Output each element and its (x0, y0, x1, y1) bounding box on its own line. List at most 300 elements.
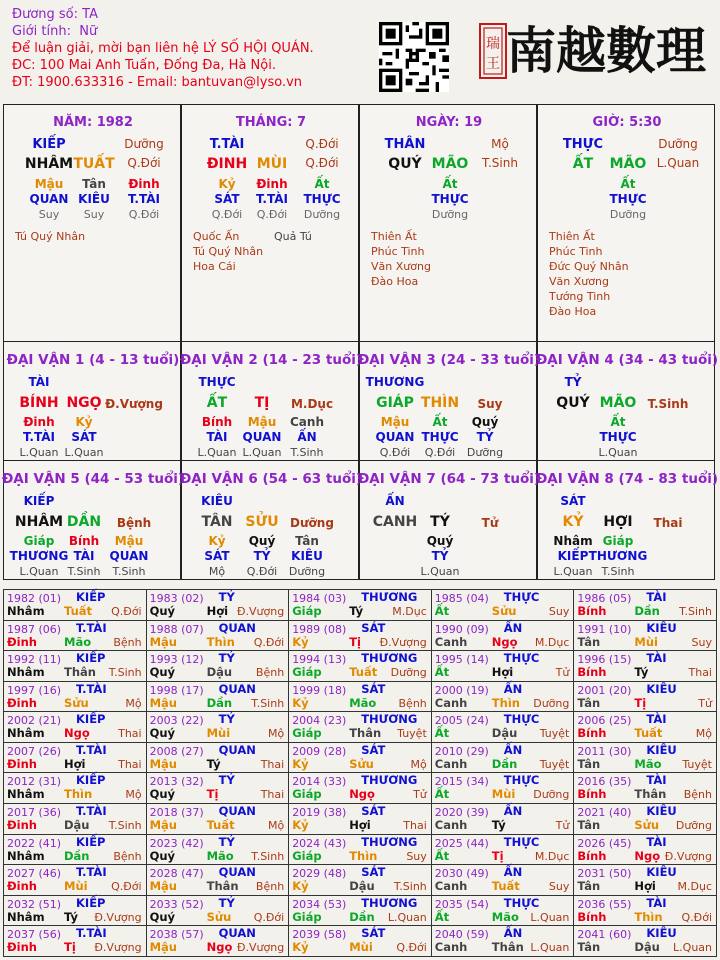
year-cell (431, 926, 574, 957)
year-branch: Tị (634, 695, 647, 710)
hidden-stem: Đinh (256, 177, 288, 191)
year-label: 1995 (14) (434, 653, 489, 667)
year-branch: Ngọ (634, 848, 661, 863)
hidden-stem: Ất (442, 177, 458, 191)
hidden-god: THỰC (303, 192, 341, 206)
year-branch: Mùi (349, 940, 373, 955)
year-branch: Tuất (491, 879, 520, 894)
dai-van-hidden-stem: Quý (248, 534, 276, 548)
year-cell (146, 620, 289, 651)
yearly-luck-table (3, 589, 717, 957)
year-stage: Tử (698, 696, 712, 710)
year-god: ẤN (503, 620, 523, 635)
year-god: THỰC (503, 712, 540, 727)
year-cell (146, 865, 289, 896)
year-branch: Mão (64, 634, 92, 649)
year-branch: Dần (634, 604, 660, 618)
dai-van-stage: T.Sinh (647, 397, 689, 411)
year-cell (431, 712, 574, 743)
pillar-2 (359, 104, 537, 342)
table-row (4, 681, 717, 712)
year-label: 2027 (46) (7, 867, 62, 881)
year-label: 1988 (07) (149, 622, 204, 636)
year-stage: Mộ (695, 727, 712, 741)
year-god: TÀI (646, 773, 667, 788)
dai-van-hidden-god: TÀI (73, 549, 95, 563)
hidden-stage: Dưỡng (303, 208, 341, 221)
star: Tướng Tinh (549, 290, 611, 303)
year-label: 2019 (38) (292, 806, 347, 820)
year-branch: Ngọ (206, 940, 233, 955)
year-god: SÁT (361, 742, 386, 757)
year-label: 1993 (12) (149, 653, 204, 667)
year-cell (289, 895, 432, 926)
name-value: TA (82, 7, 98, 22)
year-cell (146, 681, 289, 712)
year-stage: Đ.Vượng (664, 849, 712, 863)
year-stage: M.Dục (392, 605, 427, 618)
year-stage: Dưỡng (390, 666, 427, 680)
dai-van-hidden-stem: Mậu (380, 415, 410, 429)
year-branch: Tị (491, 848, 504, 863)
year-god: QUAN (218, 865, 256, 880)
year-stage: T.Sinh (679, 605, 712, 618)
year-branch: Tuất (634, 726, 663, 741)
year-stage: Mộ (125, 696, 142, 710)
year-stem: Mậu (149, 634, 177, 649)
year-god: QUAN (218, 620, 256, 635)
pillar-branch: MÃO (609, 156, 647, 172)
year-stage: Đ.Vượng (379, 635, 427, 649)
year-god: TỶ (218, 590, 235, 604)
year-god: ẤN (503, 681, 523, 696)
year-stem: Bính (577, 848, 607, 863)
year-cell (431, 773, 574, 804)
year-stage: Thai (688, 666, 712, 680)
dai-van-title: ĐẠI VẬN 1 (4 - 13 tuổi) (6, 352, 180, 368)
hidden-god: THỰC (609, 192, 647, 206)
year-stage: M.Dục (677, 880, 712, 894)
year-god: ẤN (503, 742, 523, 757)
year-label: 1994 (13) (292, 653, 347, 667)
hidden-stem: Kỷ (218, 177, 236, 191)
pillar-stage-bottom: T.Sinh (482, 156, 518, 170)
star: Đào Hoa (371, 275, 419, 288)
year-branch: Sửu (349, 756, 374, 771)
dai-van-hidden-stem: Ất (610, 415, 626, 429)
dai-van-stem: CANH (372, 514, 418, 530)
dai-van-stem: ẤT (206, 395, 228, 411)
year-label: 1983 (02) (149, 592, 204, 605)
year-stage: Đ.Vượng (236, 941, 285, 955)
year-stem: Canh (434, 756, 468, 771)
year-god: SÁT (361, 681, 386, 696)
year-cell (4, 926, 147, 957)
year-cell (146, 651, 289, 682)
dai-van-god: KIẾP (23, 494, 55, 508)
year-god: SÁT (361, 620, 386, 635)
year-branch: Dần (491, 756, 518, 771)
year-branch: Mão (349, 695, 377, 710)
year-cell (4, 895, 147, 926)
year-cell (289, 681, 432, 712)
year-branch: Hợi (349, 818, 371, 833)
year-stage: L.Quan (530, 941, 570, 955)
year-stage: Tuyệt (682, 757, 712, 771)
dai-van-stage: Thai (653, 516, 683, 530)
year-branch: Mùi (634, 634, 658, 649)
year-cell (574, 590, 717, 621)
hidden-stage: Dưỡng (609, 208, 647, 221)
year-stem: Canh (434, 940, 468, 955)
pillar-god: THỰC (562, 137, 604, 152)
year-god: KIÊU (646, 620, 677, 635)
year-branch: Tuất (206, 818, 235, 833)
year-label: 2022 (41) (7, 836, 62, 850)
logo-text: 南越數理 (506, 21, 706, 80)
year-stem: Giáp (292, 787, 322, 802)
year-stem: Tân (577, 818, 601, 833)
hidden-stage: Suy (38, 208, 60, 221)
dai-van-hidden-god: KIẾP (557, 549, 589, 563)
dai-van-hidden-god: QUAN (242, 430, 282, 444)
year-branch: Dần (206, 695, 233, 710)
year-stage: Tử (413, 788, 427, 802)
year-god: KIÊU (646, 804, 677, 819)
hidden-stage: Q.Đới (256, 208, 288, 221)
year-god: SÁT (361, 804, 386, 819)
year-label: 1991 (10) (577, 622, 632, 636)
dai-van-branch: HỢI (603, 514, 633, 530)
dai-van-hidden-god: THƯƠNG (588, 549, 648, 563)
dai-van-hidden-stem: Bính (201, 415, 233, 429)
pillar-branch: MÙI (256, 156, 288, 172)
year-stem: Bính (577, 726, 607, 741)
dai-van-stage: Dưỡng (290, 516, 334, 530)
year-stem: Kỷ (292, 879, 309, 894)
year-label: 2017 (36) (7, 806, 62, 820)
year-stem: Nhâm (7, 604, 45, 618)
dai-van-hidden-god: QUAN (109, 549, 149, 563)
year-god: QUAN (218, 681, 256, 696)
year-stage: Dưỡng (533, 788, 570, 802)
year-cell (289, 926, 432, 957)
year-god: ẤN (503, 926, 523, 941)
pillar-god: KIẾP (32, 137, 66, 152)
year-label: 2039 (58) (292, 928, 347, 942)
dai-van-hidden-stem: Nhâm (553, 534, 593, 548)
year-god: THƯƠNG (361, 651, 418, 666)
year-label: 2011 (30) (577, 744, 632, 758)
dai-van-hidden-god: THỰC (421, 430, 459, 444)
year-cell (289, 865, 432, 896)
dai-van-hidden-god: ẤN (297, 430, 317, 444)
year-stage: T.Sinh (108, 666, 142, 680)
year-branch: Mão (206, 848, 234, 863)
year-branch: Ngọ (491, 634, 518, 649)
year-cell (4, 712, 147, 743)
year-label: 2020 (39) (434, 806, 489, 820)
year-god: KIÊU (646, 865, 677, 880)
dai-van-hidden-stem: Tân (295, 534, 319, 548)
dai-van-branch: NGỌ (66, 395, 102, 411)
year-stem: Đinh (7, 818, 37, 833)
year-stage: L.Quan (673, 941, 712, 955)
year-cell (4, 834, 147, 865)
year-branch: Ngọ (349, 787, 375, 802)
year-cell (146, 834, 289, 865)
svg-text:瑞: 瑞 (486, 36, 500, 52)
year-stem: Canh (434, 818, 468, 833)
year-stem: Đinh (7, 940, 37, 955)
year-god: TÀI (646, 834, 667, 849)
year-stem: Tân (577, 756, 601, 771)
dai-van-hidden-stage: Dưỡng (466, 446, 504, 459)
year-cell (289, 620, 432, 651)
year-branch: Tý (349, 604, 364, 618)
year-cell (431, 865, 574, 896)
year-stage: Q.Đới (396, 941, 427, 955)
year-god: THỰC (503, 895, 540, 910)
year-stage: M.Dục (534, 635, 570, 649)
year-god: TÀI (646, 712, 667, 727)
dai-van-hidden-stage: T.Sinh (290, 446, 324, 459)
year-god: THỰC (503, 834, 540, 849)
year-label: 2034 (53) (292, 897, 347, 911)
year-label: 1982 (01) (7, 592, 62, 605)
table-row (4, 620, 717, 651)
pillar-1 (181, 104, 359, 342)
year-stem: Nhâm (7, 787, 45, 802)
year-god: ẤN (503, 865, 523, 880)
hidden-stem: Tân (82, 177, 106, 191)
year-branch: Mão (634, 756, 662, 771)
dai-van-god: THỰC (198, 375, 236, 389)
year-stem: Bính (577, 604, 607, 618)
year-branch: Dần (64, 848, 90, 863)
year-god: THƯƠNG (361, 773, 418, 788)
year-god: THỰC (503, 773, 540, 788)
year-branch: Mão (491, 909, 519, 924)
year-stem: Đinh (7, 756, 37, 771)
year-god: THƯƠNG (361, 590, 418, 604)
year-stage: Suy (548, 605, 570, 618)
year-stage: T.Sinh (393, 880, 427, 894)
year-stage: Tuyệt (397, 727, 427, 741)
dai-van-branch: TỊ (254, 395, 270, 411)
year-stage: Bệnh (398, 696, 427, 710)
dai-van-hidden-god: TỶ (476, 430, 494, 444)
year-cell (146, 895, 289, 926)
year-stage: Đ.Vượng (94, 941, 142, 955)
year-label: 2032 (51) (7, 897, 62, 911)
dai-van-hidden-stem: Kỷ (208, 534, 226, 548)
year-stem: Kỷ (292, 940, 309, 955)
year-label: 2029 (48) (292, 867, 347, 881)
header-info (12, 6, 352, 91)
year-god: TỶ (218, 895, 235, 910)
year-stage: Mộ (410, 757, 427, 771)
dai-van-stem: TÂN (201, 514, 233, 530)
dai-van-2 (179, 341, 363, 461)
star: Văn Xương (371, 260, 431, 273)
year-cell (574, 926, 717, 957)
year-cell (574, 834, 717, 865)
dai-van-stem: GIÁP (376, 395, 414, 411)
year-god: TỶ (218, 834, 235, 849)
year-label: 2004 (23) (292, 714, 347, 728)
year-god: KIÊU (646, 742, 677, 757)
dai-van-branch: THÌN (420, 395, 460, 411)
year-branch: Sửu (634, 818, 660, 833)
dai-van-stage: Đ.Vượng (105, 397, 163, 411)
year-stage: Bệnh (255, 666, 285, 680)
year-label: 2002 (21) (7, 714, 62, 728)
year-cell (146, 712, 289, 743)
year-stem: Quý (149, 665, 176, 680)
dai-van-branch: TÝ (430, 514, 450, 530)
year-god: TỶ (218, 773, 235, 788)
year-branch: Thân (64, 665, 96, 680)
pillar-branch: MÃO (431, 156, 469, 172)
year-god: KIẾP (76, 773, 106, 788)
year-god: TÀI (646, 590, 667, 604)
dai-van-hidden-stem: Đinh (23, 415, 55, 429)
year-stage: Tuyệt (539, 757, 570, 771)
hidden-god: QUAN (29, 192, 69, 206)
year-stage: Q.Đới (253, 910, 285, 924)
year-label: 1986 (05) (577, 592, 632, 605)
gender-label: Giới tính: (12, 24, 71, 39)
hidden-stage: Q.Đới (211, 208, 243, 221)
year-branch: Thân (206, 879, 239, 894)
year-god: QUAN (218, 926, 256, 941)
year-cell (146, 590, 289, 621)
year-cell (289, 590, 432, 621)
dai-van-hidden-god: THỰC (599, 430, 637, 444)
year-cell (146, 742, 289, 773)
pillar-stage-top: Mộ (491, 137, 509, 151)
star: Phúc Tinh (371, 245, 425, 258)
year-cell (574, 742, 717, 773)
dai-van-hidden-stem: Bính (68, 534, 100, 548)
year-stage: Suy (691, 635, 712, 649)
year-god: THƯƠNG (361, 834, 418, 849)
year-stage: Tử (555, 819, 570, 833)
year-branch: Thìn (634, 909, 663, 924)
year-stage: Bệnh (113, 849, 142, 863)
hidden-stage: Q.Đới (128, 208, 160, 221)
dai-van-hidden-god: SÁT (204, 549, 230, 563)
year-stem: Giáp (292, 726, 322, 741)
star: Tú Quý Nhân (15, 230, 86, 243)
year-stem: Bính (577, 665, 607, 680)
year-branch: Thìn (349, 848, 378, 863)
year-label: 1996 (15) (577, 653, 632, 667)
year-cell (574, 804, 717, 835)
year-cell (4, 590, 147, 621)
year-stage: Q.Đới (253, 635, 285, 649)
year-label: 1992 (11) (7, 653, 62, 667)
year-branch: Hợi (206, 604, 229, 618)
year-label: 1989 (08) (292, 622, 347, 636)
year-stem: Kỷ (292, 695, 309, 710)
hidden-stem: Ất (314, 177, 330, 191)
year-stem: Tân (577, 695, 601, 710)
year-stage: Suy (548, 880, 570, 894)
year-cell (431, 895, 574, 926)
year-cell (4, 681, 147, 712)
year-branch: Dậu (491, 726, 518, 741)
dai-van-stage: Suy (477, 397, 503, 411)
pillar-0 (3, 104, 181, 342)
hidden-god: KIÊU (78, 192, 110, 206)
dai-van-hidden-god: T.TÀI (23, 430, 55, 444)
year-label: 2008 (27) (149, 744, 204, 758)
year-god: T.TÀI (76, 681, 107, 696)
hidden-god: T.TÀI (256, 192, 288, 206)
year-god: SÁT (361, 926, 386, 941)
hidden-stem: Ất (620, 177, 636, 191)
year-stem: Tân (577, 940, 601, 955)
year-branch: Hợi (64, 756, 86, 771)
dai-van-hidden-stage: Mộ (208, 565, 226, 578)
dai-van-hidden-stage: L.Quan (64, 446, 104, 459)
year-branch: Dần (349, 909, 375, 924)
year-god: KIẾP (76, 895, 106, 910)
hidden-stem: Mậu (34, 177, 64, 191)
year-stem: Đinh (7, 879, 37, 894)
dai-van-hidden-stage: L.Quan (19, 446, 59, 459)
dai-van-hidden-stage: L.Quan (197, 446, 237, 459)
year-label: 2038 (57) (149, 928, 204, 942)
year-cell (431, 590, 574, 621)
year-label: 2016 (35) (577, 775, 632, 789)
year-stem: Nhâm (7, 665, 45, 680)
dai-van-stage: Bệnh (116, 516, 152, 530)
year-stem: Mậu (149, 940, 177, 955)
dai-van-hidden-stem: Quý (426, 534, 454, 548)
table-row (4, 926, 717, 957)
year-god: SÁT (361, 865, 386, 880)
year-stem: Ất (434, 726, 450, 741)
year-cell (146, 773, 289, 804)
gender-value: Nữ (79, 24, 98, 39)
year-cell (4, 773, 147, 804)
year-label: 2033 (52) (149, 897, 204, 911)
year-label: 1987 (06) (7, 622, 62, 636)
dai-van-1 (3, 341, 181, 461)
year-stem: Canh (434, 634, 468, 649)
year-label: 2003 (22) (149, 714, 204, 728)
year-stem: Ất (434, 665, 450, 680)
dai-van-hidden-stem: Giáp (602, 534, 634, 548)
year-stage: Bệnh (113, 635, 142, 649)
year-cell (431, 834, 574, 865)
year-label: 2030 (49) (434, 867, 489, 881)
year-branch: Tuất (349, 665, 378, 680)
year-branch: Tý (206, 756, 221, 771)
year-god: T.TÀI (76, 620, 107, 635)
year-stage: Đ.Vượng (236, 605, 285, 618)
star-right: Quả Tú (274, 230, 312, 243)
year-label: 2036 (55) (577, 897, 632, 911)
dai-van-god: THƯƠNG (365, 375, 425, 389)
dai-van-hidden-stage: Dưỡng (288, 565, 326, 578)
pillar-stage-top: Dưỡng (658, 137, 698, 151)
year-god: KIẾP (76, 712, 106, 727)
year-cell (574, 895, 717, 926)
